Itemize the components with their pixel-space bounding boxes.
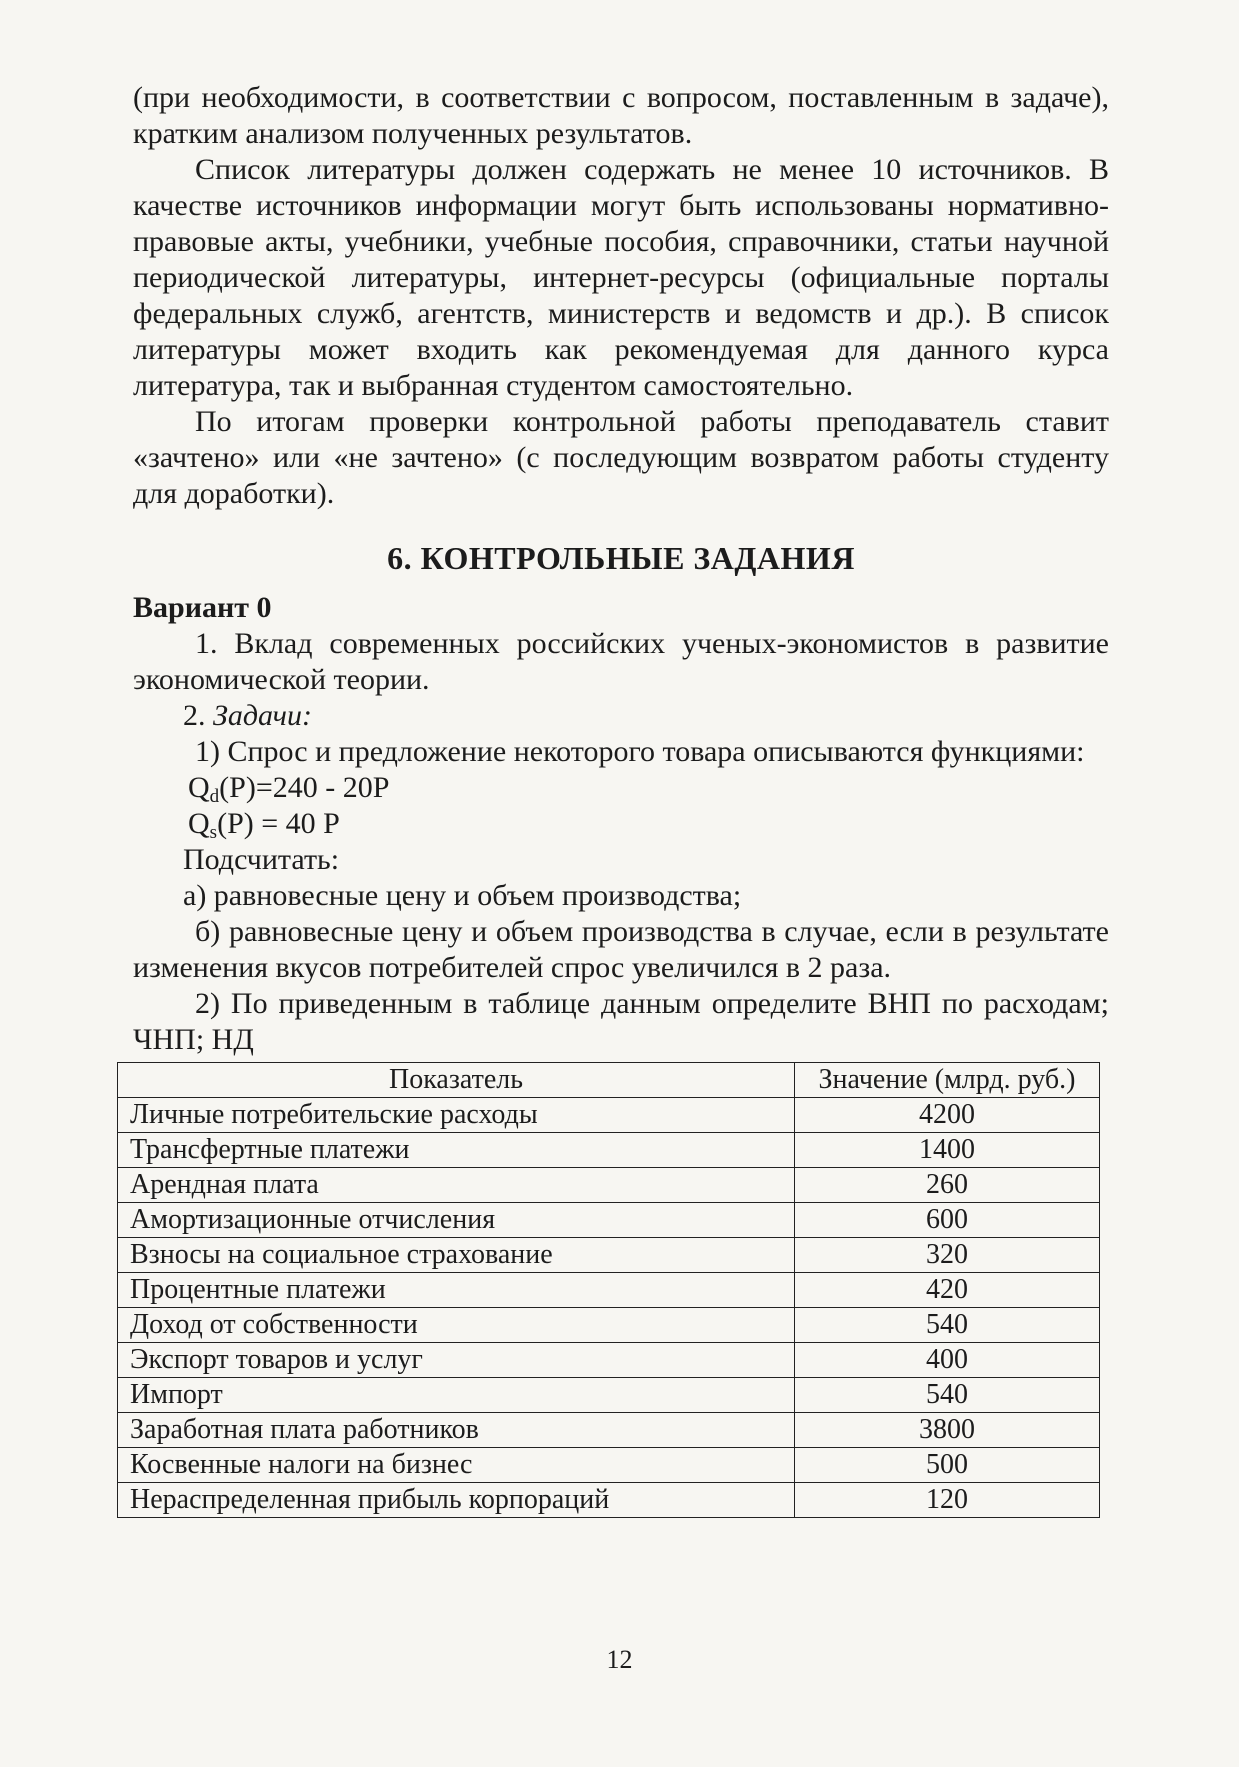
table-row	[118, 1168, 1100, 1203]
header-indicator: Показатель	[118, 1063, 795, 1098]
task-1: 1) Спрос и предложение некоторого товара описываются функциями:	[195, 735, 1085, 768]
calc-a: а) равновесные цену и объем производства;	[183, 879, 742, 912]
body-text	[130, 80, 1109, 1518]
row-value: 500	[795, 1448, 1100, 1483]
row-name: Импорт	[118, 1378, 795, 1413]
header-value: Значение (млрд. руб.)	[795, 1063, 1100, 1098]
row-name: Косвенные налоги на бизнес	[118, 1448, 795, 1483]
table-row	[118, 1343, 1100, 1378]
row-value: 540	[795, 1308, 1100, 1343]
row-name: Арендная плата	[118, 1168, 795, 1203]
row-value: 320	[795, 1238, 1100, 1273]
gnp-data-table	[117, 1062, 1100, 1518]
page-number: 12	[606, 1645, 633, 1674]
row-value: 400	[795, 1343, 1100, 1378]
row-name: Нераспределенная прибыль корпораций	[118, 1483, 795, 1518]
table-row	[118, 1378, 1100, 1413]
variant-title: Вариант 0	[133, 591, 272, 624]
demand-formula	[133, 770, 1109, 806]
row-value: 4200	[795, 1098, 1100, 1133]
table-row	[118, 1203, 1100, 1238]
row-value: 3800	[795, 1413, 1100, 1448]
table-row	[118, 1448, 1100, 1483]
item-2	[133, 698, 1109, 734]
table-row	[118, 1098, 1100, 1133]
row-value: 600	[795, 1203, 1100, 1238]
demand-subscript: d	[209, 786, 220, 807]
calc-b: б) равновесные цену и объем производства в случае, если в результате изменения вкусов потребителей спрос увеличился в 2 раза.	[133, 915, 1109, 984]
table-row	[118, 1308, 1100, 1343]
demand-expression: (P)=240 - 20P	[219, 771, 390, 804]
supply-expression: (P) = 40 P	[217, 807, 340, 840]
supply-q: Q	[188, 807, 210, 840]
item-2-label: Задачи:	[213, 699, 312, 732]
row-name: Трансфертные платежи	[118, 1133, 795, 1168]
table-row	[118, 1483, 1100, 1518]
intro-paragraph-2: Список литературы должен содержать не менее 10 источников. В качестве источников информации могут быть использованы нормативно-правовые акты, учебники, учебные пособия, справочники, статьи научной периодической литературы, интернет-ресурсы (официальные порталы федеральных служб, агентств, министерств и ведомств и др.). В список литературы может входить как рекомендуемая для данного курса литература, так и выбранная студентом самостоятельно.	[133, 153, 1109, 402]
calc-label: Подсчитать:	[183, 843, 340, 876]
item-1: 1. Вклад современных российских ученых-экономистов в развитие экономической теории.	[133, 627, 1109, 696]
task-2: 2) По приведенным в таблице данным определите ВНП по расходам; ЧНП; НД	[133, 987, 1109, 1056]
intro-paragraph-3: По итогам проверки контрольной работы преподаватель ставит «зачтено» или «не зачтено» (с последующим возвратом работы студенту для доработки).	[133, 405, 1109, 510]
row-name: Экспорт товаров и услуг	[118, 1343, 795, 1378]
row-value: 420	[795, 1273, 1100, 1308]
table-header-row	[118, 1063, 1100, 1098]
table-row	[118, 1238, 1100, 1273]
row-value: 120	[795, 1483, 1100, 1518]
table-row	[118, 1273, 1100, 1308]
demand-q: Q	[188, 771, 210, 804]
row-value: 540	[795, 1378, 1100, 1413]
supply-subscript: s	[209, 822, 218, 843]
row-name: Заработная плата работников	[118, 1413, 795, 1448]
row-name: Взносы на социальное страхование	[118, 1238, 795, 1273]
table-row	[118, 1133, 1100, 1168]
item-2-number: 2.	[183, 699, 213, 732]
row-name: Личные потребительские расходы	[118, 1098, 795, 1133]
supply-formula	[133, 806, 1109, 842]
row-value: 1400	[795, 1133, 1100, 1168]
intro-paragraph-1: (при необходимости, в соответствии с вопросом, поставленным в задаче), кратким анализом полученных результатов.	[133, 81, 1109, 150]
table-row	[118, 1413, 1100, 1448]
row-value: 260	[795, 1168, 1100, 1203]
row-name: Процентные платежи	[118, 1273, 795, 1308]
row-name: Амортизационные отчисления	[118, 1203, 795, 1238]
section-title: 6. КОНТРОЛЬНЫЕ ЗАДАНИЯ	[387, 540, 855, 576]
row-name: Доход от собственности	[118, 1308, 795, 1343]
